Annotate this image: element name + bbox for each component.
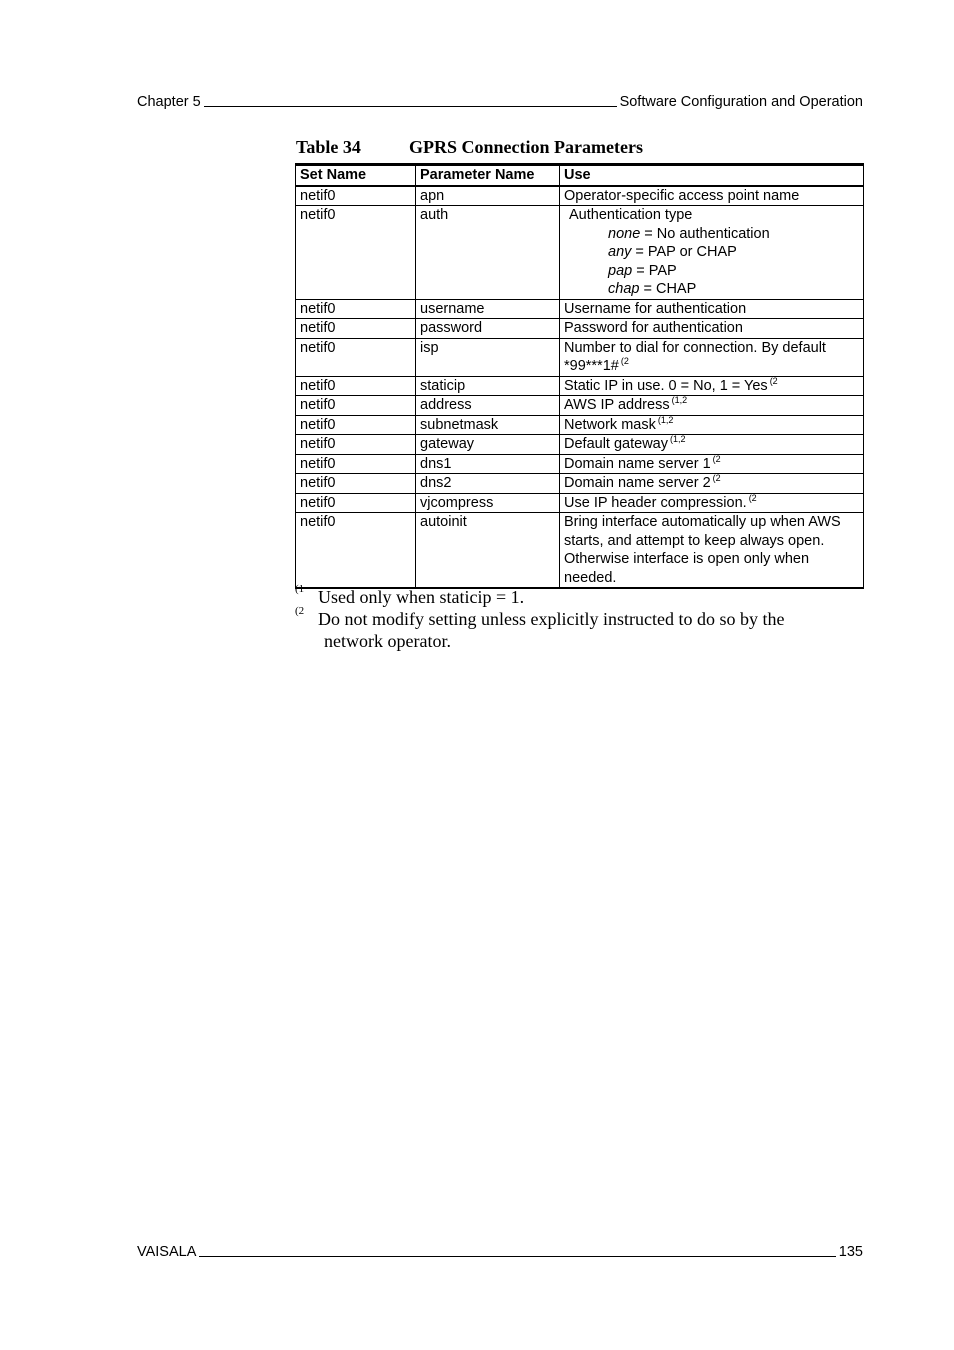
page-header: [137, 90, 863, 110]
footnote-text: Do not modify setting unless explicitly instructed to do so by the: [318, 609, 785, 629]
auth-option-desc: = PAP or CHAP: [631, 244, 737, 260]
parameter-name-cell: dns1: [416, 454, 560, 474]
footnote-reference: (2: [712, 453, 721, 464]
set-name-cell: netif0: [296, 319, 416, 339]
parameter-name-cell: apn: [416, 186, 560, 206]
footnote-mark: (2: [295, 605, 305, 617]
page-number: 135: [838, 1244, 863, 1260]
column-header: Set Name: [296, 165, 416, 186]
auth-option: [564, 280, 859, 299]
set-name-cell: netif0: [296, 206, 416, 300]
use-text: Domain name server 1: [564, 455, 711, 472]
use-cell: [560, 376, 864, 396]
use-text: Username for authentication: [564, 300, 747, 317]
use-text: Authentication type: [569, 207, 693, 223]
footnote-mark: (1: [295, 583, 305, 595]
auth-option-desc: = CHAP: [639, 281, 697, 297]
auth-option-key: none: [608, 225, 641, 242]
table-row: [296, 435, 864, 455]
footnote-reference: (2: [748, 492, 757, 503]
set-name-cell: netif0: [296, 186, 416, 206]
use-text: Operator-specific access point name: [564, 187, 800, 204]
footnote-continuation: network operator.: [324, 631, 451, 651]
use-cell: [560, 435, 864, 455]
use-cell: [560, 338, 864, 376]
table-row: [296, 299, 864, 319]
table-row: [296, 396, 864, 416]
footnote-text: Used only when staticip = 1.: [318, 587, 525, 607]
table-caption: [296, 137, 643, 158]
chapter-label: Chapter 5: [137, 94, 201, 110]
footnote-reference: (1,2: [671, 395, 688, 406]
use-text: Password for authentication: [564, 320, 743, 336]
table-row: [296, 319, 864, 339]
use-text: Domain name server 2: [564, 475, 711, 491]
set-name-cell: netif0: [296, 454, 416, 474]
set-name-cell: netif0: [296, 435, 416, 455]
parameter-name-cell: staticip: [416, 376, 560, 396]
use-text: AWS IP address: [564, 397, 670, 413]
table-row: [296, 338, 864, 376]
set-name-cell: netif0: [296, 396, 416, 416]
header-rule: [204, 106, 617, 107]
use-cell: [560, 186, 864, 206]
table-header-row: [296, 165, 864, 186]
use-cell: [560, 299, 864, 319]
set-name-cell: netif0: [296, 338, 416, 376]
footnote-reference: (1,2: [657, 414, 674, 425]
set-name-cell: netif0: [296, 299, 416, 319]
use-cell: [560, 206, 864, 300]
auth-option-desc: = PAP: [632, 262, 677, 279]
section-title: Software Configuration and Operation: [619, 94, 863, 110]
parameter-name-cell: dns2: [416, 474, 560, 494]
use-text: Use IP header compression.: [564, 494, 747, 511]
set-name-cell: netif0: [296, 513, 416, 589]
footnote-reference: (2: [712, 473, 721, 484]
table-row: [296, 474, 864, 494]
use-text: Network mask: [564, 416, 656, 433]
auth-option-key: pap: [608, 262, 633, 279]
auth-option-desc: = No authentication: [640, 225, 770, 242]
auth-option-key: any: [608, 244, 632, 260]
page-footer: [137, 1240, 863, 1260]
use-cell: [560, 493, 864, 513]
parameter-name-cell: autoinit: [416, 513, 560, 589]
use-cell: [560, 474, 864, 494]
auth-option: [564, 225, 859, 244]
column-header: Use: [560, 165, 864, 186]
use-cell: [560, 454, 864, 474]
use-cell: [560, 396, 864, 416]
table-row: [296, 493, 864, 513]
use-text: Default gateway: [564, 436, 668, 452]
parameter-name-cell: isp: [416, 338, 560, 376]
set-name-cell: netif0: [296, 474, 416, 494]
use-text: Number to dial for connection. By default *99***1#: [564, 339, 826, 374]
footnote-reference: (1,2: [669, 434, 686, 445]
parameter-name-cell: vjcompress: [416, 493, 560, 513]
footnote: [295, 605, 864, 652]
footnote: [295, 583, 864, 608]
table-row: [296, 454, 864, 474]
auth-option: [564, 243, 859, 262]
footnotes: [295, 583, 864, 652]
auth-option-key: chap: [608, 281, 640, 297]
set-name-cell: netif0: [296, 493, 416, 513]
table-number: Table 34: [296, 137, 361, 157]
column-header: Parameter Name: [416, 165, 560, 186]
footnote-reference: (2: [620, 356, 629, 367]
table-row: [296, 206, 864, 300]
table-row: [296, 415, 864, 435]
company-name: VAISALA: [137, 1244, 197, 1260]
use-cell: [560, 415, 864, 435]
footnote-reference: (2: [769, 375, 778, 386]
table-title: GPRS Connection Parameters: [409, 137, 643, 157]
auth-option: [564, 262, 859, 281]
use-text: Bring interface automatically up when AWS starts, and attempt to keep always open. Otherwise interface is open only when needed.: [564, 514, 841, 586]
parameter-name-cell: address: [416, 396, 560, 416]
use-cell: [560, 513, 864, 589]
use-text: Static IP in use. 0 = No, 1 = Yes: [564, 377, 768, 394]
parameter-name-cell: auth: [416, 206, 560, 300]
parameter-name-cell: subnetmask: [416, 415, 560, 435]
table-row: [296, 513, 864, 589]
gprs-parameters-table: [295, 163, 864, 589]
table-row: [296, 186, 864, 206]
set-name-cell: netif0: [296, 376, 416, 396]
parameter-name-cell: gateway: [416, 435, 560, 455]
use-cell: [560, 319, 864, 339]
parameter-name-cell: username: [416, 299, 560, 319]
table-body: [296, 186, 864, 589]
set-name-cell: netif0: [296, 415, 416, 435]
table-row: [296, 376, 864, 396]
parameter-name-cell: password: [416, 319, 560, 339]
footer-rule: [199, 1256, 835, 1257]
